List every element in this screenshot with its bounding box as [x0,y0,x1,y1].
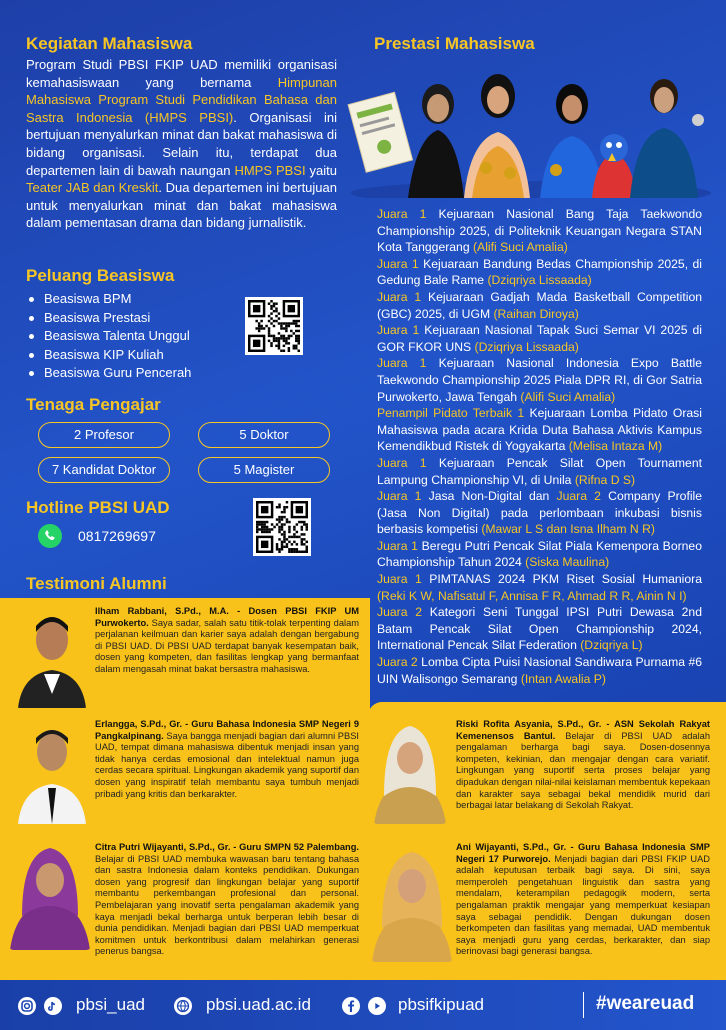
hotline-phone[interactable]: 0817269697 [78,528,156,544]
list-item: Beasiswa Prestasi [26,309,191,328]
testimoni-riski: Riski Rofita Asyania, S.Pd., Gr. - ASN Sekolah Rakyat Kemenensos Bantul. Belajar di PBSI UAD adalah pengalaman berharga bagi saya. Dosen-dosennya kompeten, kekinian, dan mengajar dengan cara variatif. Lingkungan yang suportif serta proses belajar yang dipadukan dengan nilai-nilai keislaman membentuk kepekaan dan karakter saya sebagai bekal mendidik murid dari berbagai latar belakang di Sekolah Rakyat. [456,719,710,811]
instagram-handle[interactable]: pbsi_uad [76,995,146,1014]
avatar [14,712,90,824]
hotline-title: Hotline PBSI UAD [26,498,170,517]
kandidat-doktor-count: 7 Kandidat Doktor [38,457,170,483]
avatar [14,604,90,708]
magister-count: 5 Magister [198,457,330,483]
facebook-icon[interactable] [342,997,360,1015]
testimoni-citra: Citra Putri Wijayanti, S.Pd., Gr. - Guru SMPN 52 Palembang. Belajar di PBSI UAD membuka wawasan baru tentang bahasa dan sastra Indonesia dalam konteks pendidikan. Dukungan dosen yang progresif dan lingkungan belajar yang suportif membantu perkembangan profesional dan personal. Pembelajaran yang inovatif serta pengalaman akademik yang kaya menjadi bekal berharga untuk berperan lebih besar di dunia pendidikan. Menjadi bagian dari PBSI UAD memperkuat komitmen untuk berkontribusi dalam melahirkan generasi penerus bangsa. [95,842,359,957]
kegiatan-title: Kegiatan Mahasiswa [26,34,193,53]
list-item: Juara 1 Jasa Non-Digital dan Juara 2 Company Profile (Jasa Non Digital) pada perlombaan inkubasi bisnis berbasis kompetisi (Mawar L S dan Isna Ilham N R) [377,489,703,537]
list-item: Juara 2 Kategori Seni Tunggal IPSI Putri Dewasa 2nd Batam Pencak Silat Open Championship 2024, International Pencak Silat Federation (Dziqriya L) [377,605,702,653]
avatar [8,826,92,950]
instagram-icon[interactable] [18,997,36,1015]
testimoni-ilham: Ilham Rabbani, S.Pd., M.A. - Dosen PBSI FKIP UM Purwokerto. Saya sadar, salah satu titik-tolak terpenting dalam perjalanan keilmuan dan karier saya adalah dengan bergabung di PBSI UAD. Di PBSI UAD terdapat banyak kesempatan baik, dosen yang kompeten, dan fasilitas lengkap yang bermanfaat dalam mengasah minat bakat bersastra mahasiswa. [95,606,359,674]
testimoni-erlangga: Erlangga, S.Pd., Gr. - Guru Bahasa Indonesia SMP Negeri 9 Pangkalpinang. Saya bangga menjadi bagian dari alumni PBSI UAD, tempat dimana mahasiswa dibentuk menjadi insan yang tidak hanya cerdas emosional dan intelektual namun juga cerdas secara spiritual. Lingkungan akademik yang suportif dan dosen yang inspiratif telah membantu saya tumbuh menjadi pribadi yang kritis dan berkarakter. [95,719,359,799]
facebook-handle[interactable]: pbsifkipuad [398,995,485,1014]
avatar [372,712,448,824]
hotline-qr-code[interactable] [253,498,311,556]
prestasi-list [377,206,702,687]
list-item: Juara 1 Kejuaraan Nasional Bang Taja Taekwondo Championship 2025, di Politeknik Keuangan Negara STAN Kota Tanggerang (Alifi Suci Amalia) [377,207,703,255]
list-item: Juara 2 Lomba Cipta Puisi Nasional Sandiwara Purnama #6 UIN Walisongo Semarang (Intan Awalia P) [377,655,702,686]
kegiatan-paragraph: Program Studi PBSI FKIP UAD memiliki organisasi kemahasiswaan yang bernama Himpunan Mahasiswa Program Studi Pendidikan Bahasa dan Sastra Indonesia (HMPS PBSI). Organisasi ini bertujuan menyalurkan minat dan bakat mahasiswa di bidang organisasi. Selain itu, terdapat dua departemen lain di bawah naungan HMPS PBSI yaitu Teater JAB dan Kreskit. Dua departemen ini bertujuan untuk menyalurkan minat dan bakat mahasiswa dalam pementasan drama dan bidang jurnalistik. [26,57,337,231]
hashtag: #weareuad [596,993,695,1014]
profesor-count: 2 Profesor [38,422,170,448]
list-item: Beasiswa KIP Kuliah [26,346,191,365]
whatsapp-icon [38,524,62,548]
list-item: Beasiswa BPM [26,290,191,309]
beasiswa-qr-code[interactable] [245,297,303,355]
avatar [370,832,454,962]
testimoni-ani: Ani Wijayanti, S.Pd., Gr. - Guru Bahasa Indonesia SMP Negeri 17 Purworejo. Menjadi bagian dari PBSI FKIP UAD adalah keputusan terbaik bagi saya. Di sini, saya memperoleh pengetahuan linguistik dan sastra yang mendalam, keterampilan pedagogik modern, serta pengalaman praktik mengajar yang memperkuat kesiapan saya sebagai pendidik. Dengan dukungan dosen berkompeten dan fasilitas yang memadai, UAD membentuk saya menjadi guru yang cerdas, berkarakter, dan siap berinovasi bagi generasi bangsa. [456,842,710,957]
prestasi-photo [346,58,716,198]
pengajar-title: Tenaga Pengajar [26,395,161,414]
list-item: Juara 1 Kejuaraan Gadjah Mada Basketball Competition (GBC) 2025, di UGM (Raihan Diroya) [377,289,702,321]
beasiswa-list [26,290,191,383]
list-item: Juara 1 PIMTANAS 2024 PKM Riset Sosial Humaniora (Reki K W, Nafisatul F, Annisa F R, Ahmad R R, Ainin N I) [377,572,702,603]
website-link[interactable]: pbsi.uad.ac.id [206,995,311,1014]
globe-icon[interactable] [174,997,192,1015]
footer [0,980,726,1030]
list-item: Penampil Pidato Terbaik 1 Kejuaraan Lomba Pidato Orasi Mahasiswa pada acara Krida Duta Bahasa Aktivis Kampus Kemendikbud Ristek di Yogyakarta (Melisa Intaza M) [377,406,702,454]
list-item: Juara 1 Kejuaraan Nasional Tapak Suci Semar VI 2025 di GOR FKOR UNS (Dziqriya Lissaada) [377,323,702,354]
list-item: Juara 1 Beregu Putri Pencak Silat Piala Kemenpora Borneo Championship Tahun 2024 (Siska Maulina) [377,538,702,570]
footer-divider [583,992,584,1018]
testimoni-title: Testimoni Alumni [26,574,167,593]
list-item: Beasiswa Guru Pencerah [26,364,191,383]
list-item: Juara 1 Kejuaraan Bandung Bedas Championship 2025, di Gedung Bale Rame (Dziqriya Lissaada) [377,256,702,288]
doktor-count: 5 Doktor [198,422,330,448]
youtube-icon[interactable] [368,997,386,1015]
beasiswa-title: Peluang Beasiswa [26,266,175,285]
list-item: Juara 1 Kejuaraan Pencak Silat Open Tournament Lampung Championship VI, di Unila (Rifna D S) [377,455,702,487]
list-item: Beasiswa Talenta Unggul [26,327,191,346]
tiktok-icon[interactable] [44,997,62,1015]
prestasi-title: Prestasi Mahasiswa [374,34,535,53]
list-item: Juara 1 Kejuaraan Nasional Indonesia Expo Battle Taekwondo Championship 2025 Piala DPR RI, di Gor Satria Purwokerto, Jawa Tengah (Alifi Suci Amalia) [377,356,702,404]
